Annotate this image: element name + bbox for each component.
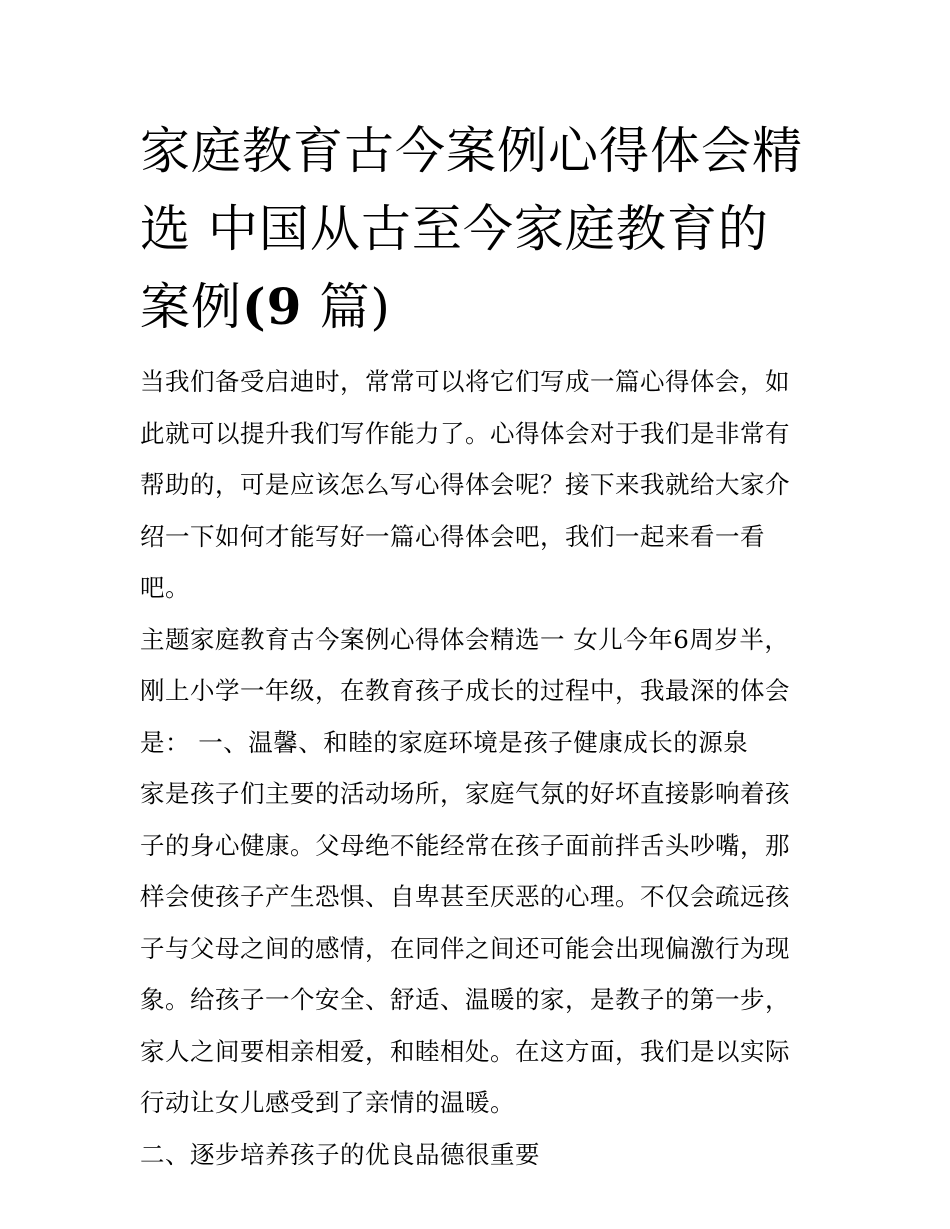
title-count: (9 <box>242 277 303 336</box>
section-heading-two: 二、逐步培养孩子的优良品德很重要 <box>140 1139 540 1169</box>
topic-paragraph: 主题家庭教育古今案例心得体会精选一 女儿今年6周岁半，刚上小学一年级，在教育孩子成长的过程中，我最深的体会是： 一、温馨、和睦的家庭环境是孩子健康成长的源泉 <box>140 624 790 757</box>
document-title <box>140 112 810 346</box>
title-text: 家庭教育古今案例心得体会精选 中国从古至今家庭教育的案例 <box>140 122 803 336</box>
home-environment-paragraph: 家是孩子们主要的活动场所，家庭气氛的好坏直接影响着孩子的身心健康。父母绝不能经常在孩子面前拌舌头吵嘴，那样会使孩子产生恐惧、自卑甚至厌恶的心理。不仅会疏远孩子与父母之间的感情，在同伴之间还可能会出现偏激行为现象。给孩子一个安全、舒适、温暖的家，是教子的第一步，家人之间要相亲相爱，和睦相处。在这方面，我们是以实际行动让女儿感受到了亲情的温暖。 <box>140 779 790 1117</box>
intro-paragraph: 当我们备受启迪时，常常可以将它们写成一篇心得体会，如此就可以提升我们写作能力了。心得体会对于我们是非常有帮助的，可是应该怎么写心得体会呢？接下来我就给大家介绍一下如何才能写好一篇心得体会吧，我们一起来看一看吧。 <box>140 367 790 602</box>
document-body <box>140 356 810 1180</box>
title-suffix: 篇) <box>302 278 391 336</box>
